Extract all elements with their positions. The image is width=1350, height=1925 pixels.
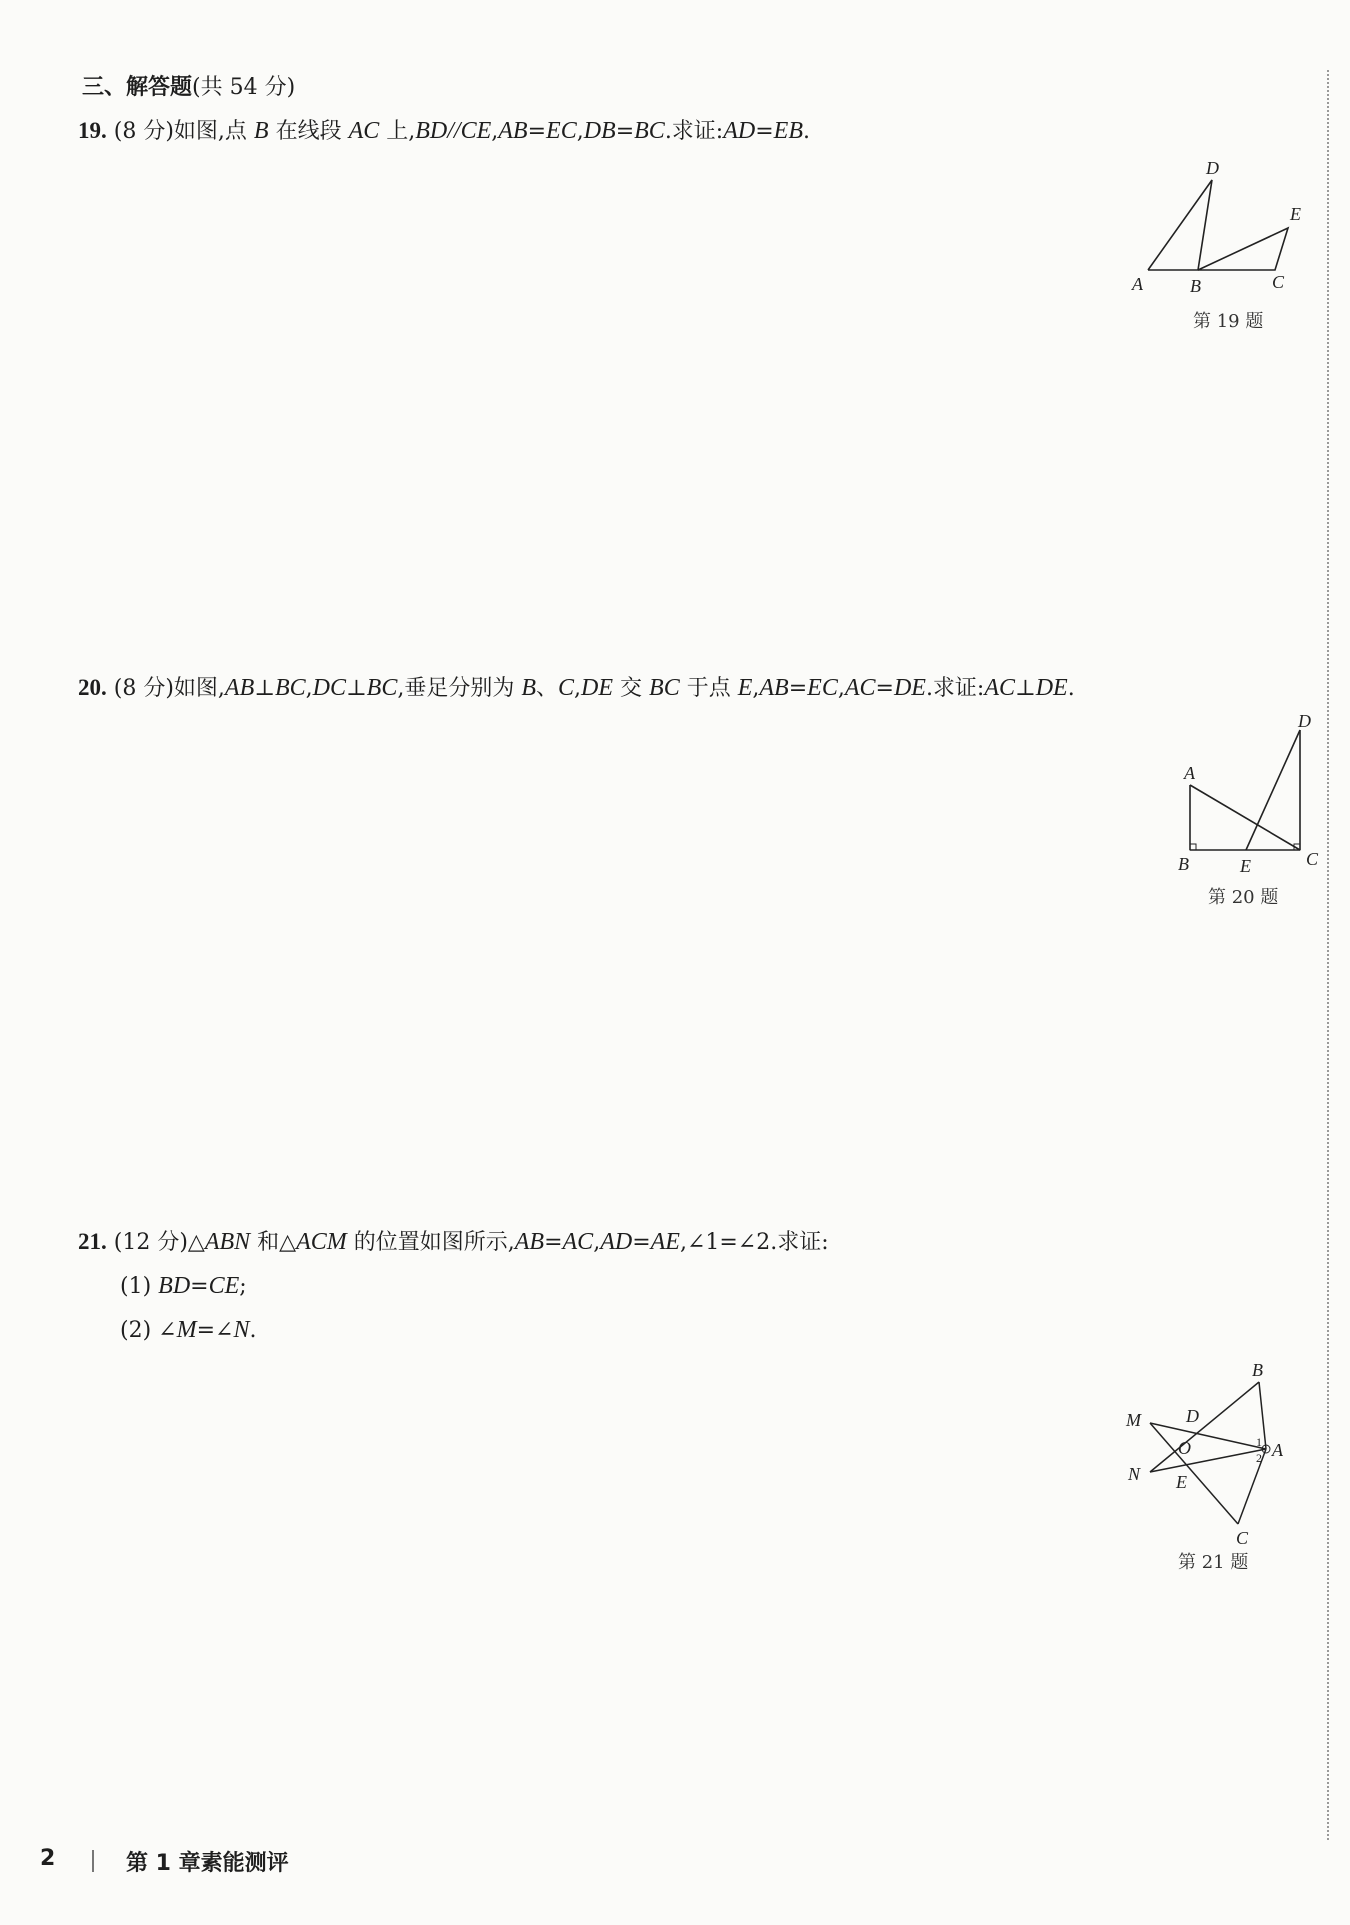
q19-text: .求证: xyxy=(664,119,724,144)
q21-var: CE xyxy=(208,1273,240,1299)
section-points: (共 54 分) xyxy=(192,75,296,100)
q21-text: 和△ xyxy=(250,1230,297,1255)
q20-label-c: C xyxy=(1306,849,1319,869)
page-number: 2 xyxy=(40,1846,56,1871)
q20-var: BC xyxy=(366,675,398,701)
q20-text: = xyxy=(788,676,808,701)
q20-number: 20. xyxy=(78,675,107,700)
q21-label-b: B xyxy=(1252,1360,1263,1380)
q21-label-c: C xyxy=(1236,1528,1249,1548)
q19-text: 在线段 xyxy=(268,119,349,144)
question-20 xyxy=(78,671,1075,706)
q20-var: DE xyxy=(1035,675,1068,701)
q20-label-b: B xyxy=(1178,854,1189,874)
q20-var: EC xyxy=(807,675,838,701)
q19-text: = xyxy=(527,119,547,144)
q20-text: 、 xyxy=(536,676,559,701)
q21-diagram xyxy=(1120,1360,1320,1550)
q20-text: .求证: xyxy=(925,676,985,701)
q20-text: ⊥ xyxy=(345,676,367,701)
q20-segment-ac xyxy=(1190,785,1300,850)
q19-caption: 第 19 题 xyxy=(1193,311,1264,332)
q21-var: M xyxy=(176,1317,197,1343)
q19-text: . xyxy=(802,119,810,144)
q19-label-d: D xyxy=(1206,160,1219,178)
q21-figure xyxy=(1120,1360,1320,1554)
q21-text: ,∠1=∠2.求证: xyxy=(679,1230,829,1255)
q21-part-2-label: (2) xyxy=(120,1318,159,1343)
q21-var: BD xyxy=(158,1273,191,1299)
q20-segment-de xyxy=(1246,730,1300,850)
q20-caption: 第 20 题 xyxy=(1208,887,1279,908)
q20-label-d: D xyxy=(1298,715,1311,731)
q21-text: = xyxy=(544,1230,563,1255)
q19-var: B xyxy=(253,118,269,144)
q20-right-angle-b xyxy=(1190,844,1196,850)
q20-text: 交 xyxy=(613,676,650,701)
q19-var: DB xyxy=(583,118,616,144)
q21-text: △ xyxy=(187,1230,205,1255)
question-21 xyxy=(78,1225,829,1260)
q20-text: . xyxy=(1067,676,1075,701)
q20-figure xyxy=(1160,715,1320,879)
q20-text: 于点 xyxy=(679,676,738,701)
q21-segment-na xyxy=(1150,1449,1266,1472)
q20-var: DE xyxy=(893,675,926,701)
q19-var: AB xyxy=(498,118,528,144)
q20-var: AC xyxy=(844,675,876,701)
q20-text: , xyxy=(574,676,582,701)
q21-text: ; xyxy=(239,1274,247,1299)
q20-var: DC xyxy=(312,675,346,701)
q21-var: ACM xyxy=(296,1229,347,1255)
chapter-title: 第 1 章素能测评 xyxy=(126,1851,289,1876)
q20-text: ⊥ xyxy=(254,676,275,701)
q21-var: ABN xyxy=(204,1229,251,1255)
footer-divider xyxy=(92,1850,94,1872)
q21-var: AE xyxy=(650,1229,680,1255)
q21-part-1 xyxy=(120,1269,247,1304)
q21-label-n: N xyxy=(1128,1464,1141,1484)
q21-var: AC xyxy=(562,1229,594,1255)
q20-var: DE xyxy=(581,675,614,701)
q19-var: BC xyxy=(634,118,665,144)
q21-var: AB xyxy=(514,1229,545,1255)
q19-text: , xyxy=(576,119,584,144)
q20-diagram xyxy=(1160,715,1320,875)
q21-segment-ma xyxy=(1150,1423,1266,1449)
q20-var: C xyxy=(558,675,575,701)
q21-text: . xyxy=(249,1318,257,1343)
q19-var: EC xyxy=(546,118,577,144)
q19-figure xyxy=(1120,160,1320,304)
q19-diagram xyxy=(1120,160,1320,300)
q21-label-a: A xyxy=(1272,1440,1283,1460)
q21-label-o: O xyxy=(1178,1438,1191,1458)
q20-text: = xyxy=(875,676,894,701)
section-heading xyxy=(82,70,295,101)
q21-var: AD xyxy=(600,1229,633,1255)
q21-label-m: M xyxy=(1126,1410,1141,1430)
q20-var: BC xyxy=(649,675,680,701)
q19-label-c: C xyxy=(1272,272,1285,292)
q20-text: ⊥ xyxy=(1015,676,1036,701)
q19-triangle-abd xyxy=(1148,180,1212,270)
q19-label-a: A xyxy=(1132,274,1143,294)
question-19 xyxy=(78,114,810,149)
q20-text: , xyxy=(837,676,845,701)
q20-var: AB xyxy=(759,675,789,701)
q19-text: 上, xyxy=(379,119,416,144)
q19-var: AC xyxy=(348,118,380,144)
q19-text: = xyxy=(615,119,635,144)
q20-var: E xyxy=(737,675,753,701)
q21-part-1-label: (1) xyxy=(120,1274,159,1299)
q21-text: 的位置如图所示, xyxy=(346,1230,515,1255)
q19-points: (8 分) xyxy=(113,119,174,144)
q19-text: 如图,点 xyxy=(173,119,254,144)
q19-text: , xyxy=(491,119,499,144)
q20-points: (8 分) xyxy=(113,676,174,701)
q19-number: 19. xyxy=(78,118,107,143)
q21-text: =∠ xyxy=(196,1318,234,1343)
q21-label-angle-2: 2 xyxy=(1256,1451,1262,1465)
q20-text: ,垂足分别为 xyxy=(397,676,522,701)
q21-label-d: D xyxy=(1186,1406,1199,1426)
q20-var: AC xyxy=(984,675,1016,701)
q19-var: BD//CE xyxy=(415,118,492,144)
q21-text: = xyxy=(190,1274,209,1299)
margin-divider xyxy=(1327,70,1329,1840)
q21-label-angle-1: 1 xyxy=(1256,1435,1262,1449)
q19-label-b: B xyxy=(1190,276,1201,296)
q20-label-a: A xyxy=(1184,763,1195,783)
q19-triangle-bce xyxy=(1198,228,1288,270)
q20-text: 如图, xyxy=(173,676,225,701)
q19-var: AD xyxy=(723,118,756,144)
q21-text: = xyxy=(632,1230,651,1255)
q21-points: (12 分) xyxy=(113,1230,188,1255)
q21-text: ∠ xyxy=(158,1318,177,1343)
q21-label-e: E xyxy=(1176,1472,1187,1492)
q21-segment-mc xyxy=(1150,1423,1238,1524)
q20-var: AB xyxy=(224,675,255,701)
q19-label-e: E xyxy=(1290,204,1301,224)
q20-var: BC xyxy=(274,675,306,701)
q19-text: = xyxy=(755,119,774,144)
q20-text: , xyxy=(305,676,313,701)
q21-text: , xyxy=(593,1230,601,1255)
q21-part-2 xyxy=(120,1313,256,1348)
q21-caption: 第 21 题 xyxy=(1178,1552,1249,1573)
section-title: 三、解答题 xyxy=(82,75,193,100)
q21-number: 21. xyxy=(78,1229,107,1254)
q20-var: B xyxy=(521,675,537,701)
q20-label-e: E xyxy=(1240,856,1251,875)
q20-text: , xyxy=(752,676,760,701)
q21-var: N xyxy=(233,1317,250,1343)
q19-var: EB xyxy=(773,118,803,144)
